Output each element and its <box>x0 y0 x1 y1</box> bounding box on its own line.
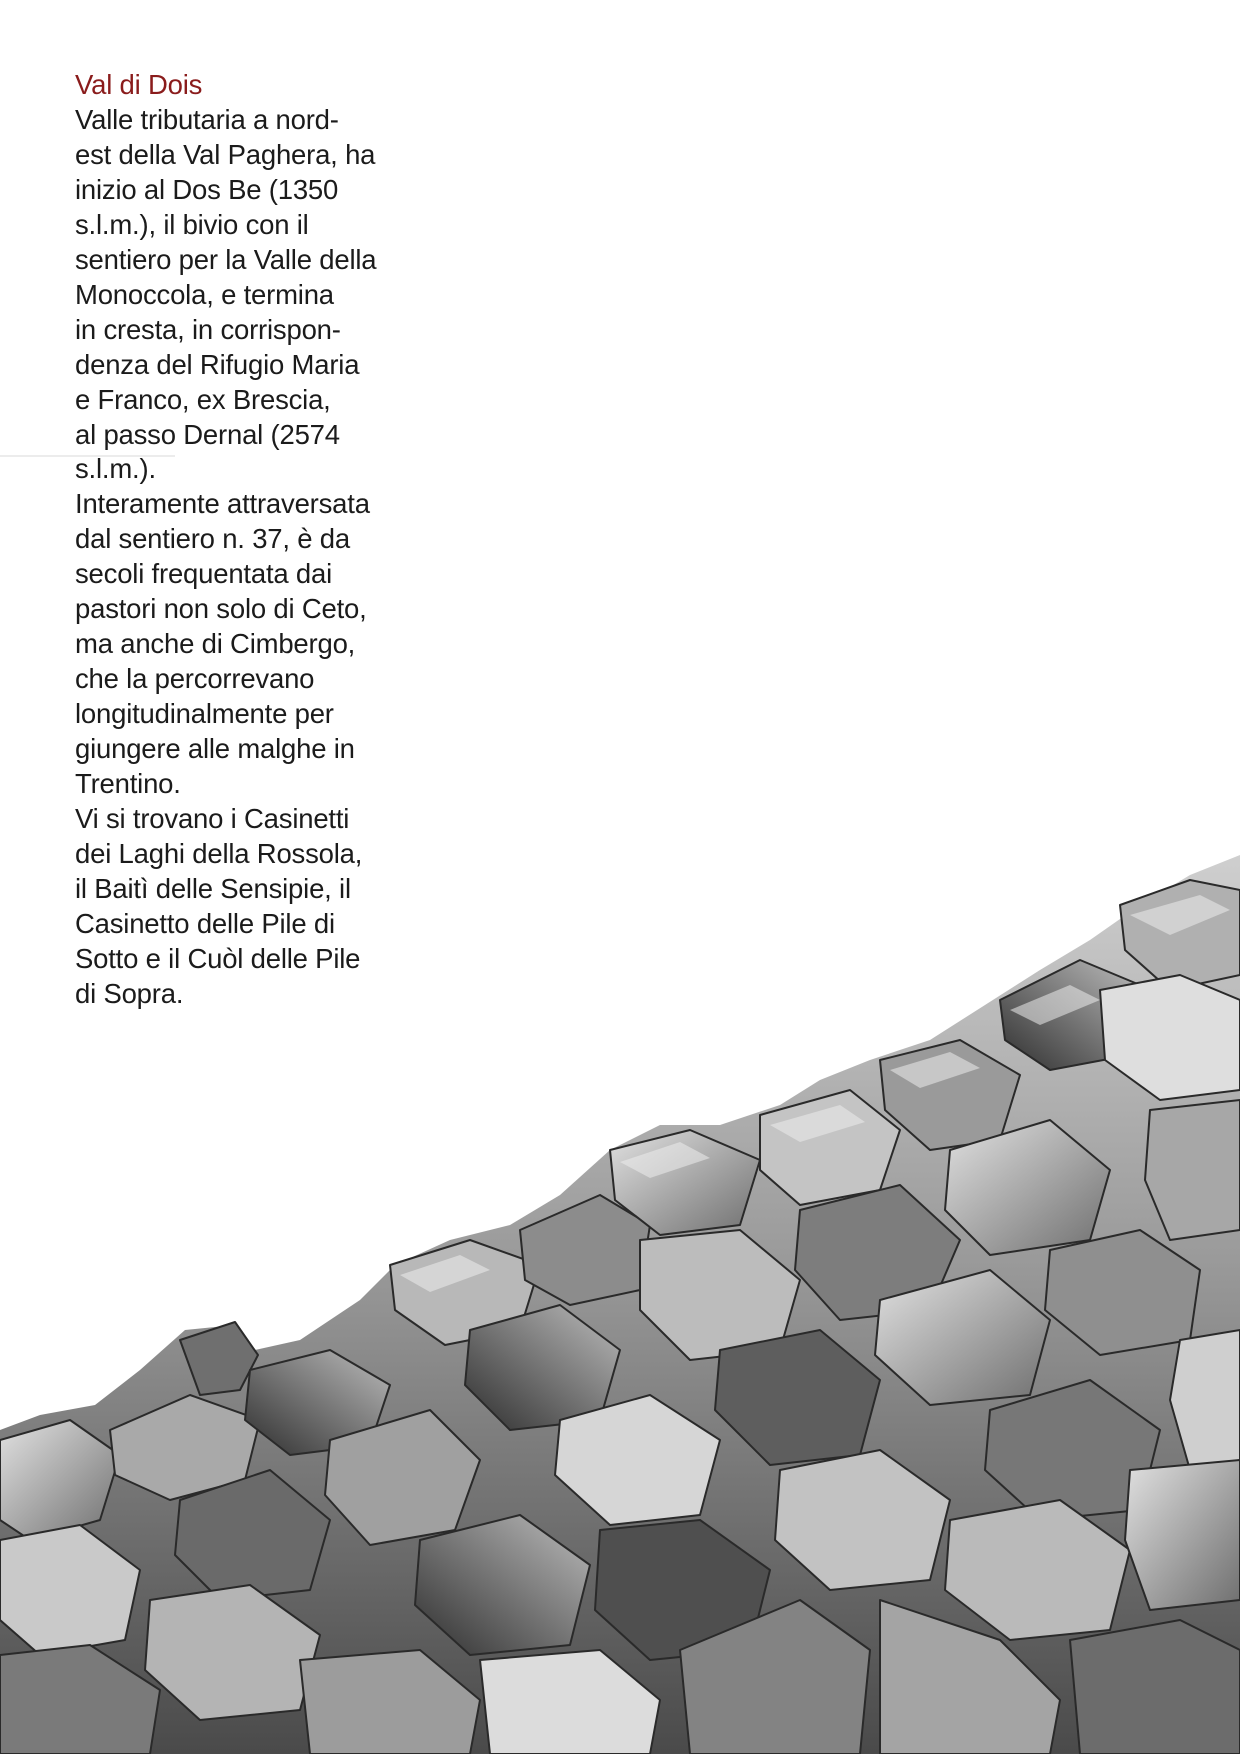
body-text-line: longitudinalmente per <box>75 698 334 730</box>
body-text-line: dei Laghi della Rossola, <box>75 837 363 869</box>
body-text-line: Monoccola, e termina <box>75 278 334 310</box>
body-text-line: che la percorrevano <box>75 663 315 695</box>
body-text-line: pastori non solo di Ceto, <box>75 593 367 625</box>
body-text-line: in cresta, in corrispon- <box>75 313 341 345</box>
body-text-line: s.l.m.), il bivio con il <box>75 208 309 240</box>
article-text <box>75 68 405 1012</box>
body-text-line: Trentino. <box>75 768 181 800</box>
article-body <box>75 103 405 1012</box>
body-text-line: sentiero per la Valle della <box>75 243 377 275</box>
body-text-line: secoli frequentata dai <box>75 558 333 590</box>
body-text-line: ma anche di Cimbergo, <box>75 628 356 660</box>
body-text-line: Interamente attraversata <box>75 488 370 520</box>
body-text-line: il Baitì delle Sensipie, il <box>75 872 351 904</box>
body-text-line: dal sentiero n. 37, è da <box>75 523 350 555</box>
body-text-line: s.l.m.). <box>75 453 156 485</box>
body-text-line: inizio al Dos Be (1350 <box>75 173 339 205</box>
body-text-line: denza del Rifugio Maria <box>75 348 360 380</box>
body-text-line: al passo Dernal (2574 <box>75 418 340 450</box>
body-text-line: giungere alle malghe in <box>75 733 355 765</box>
body-text-line: Valle tributaria a nord- <box>75 103 339 135</box>
body-text-line: Casinetto delle Pile di <box>75 907 335 939</box>
body-text-line: Sotto e il Cuòl delle Pile <box>75 942 361 974</box>
body-text-line: est della Val Paghera, ha <box>75 138 376 170</box>
body-text-line: Vi si trovano i Casinetti <box>75 803 350 835</box>
body-text-line: e Franco, ex Brescia, <box>75 383 331 415</box>
section-title: Val di Dois <box>75 69 203 100</box>
body-text-line: di Sopra. <box>75 977 184 1009</box>
